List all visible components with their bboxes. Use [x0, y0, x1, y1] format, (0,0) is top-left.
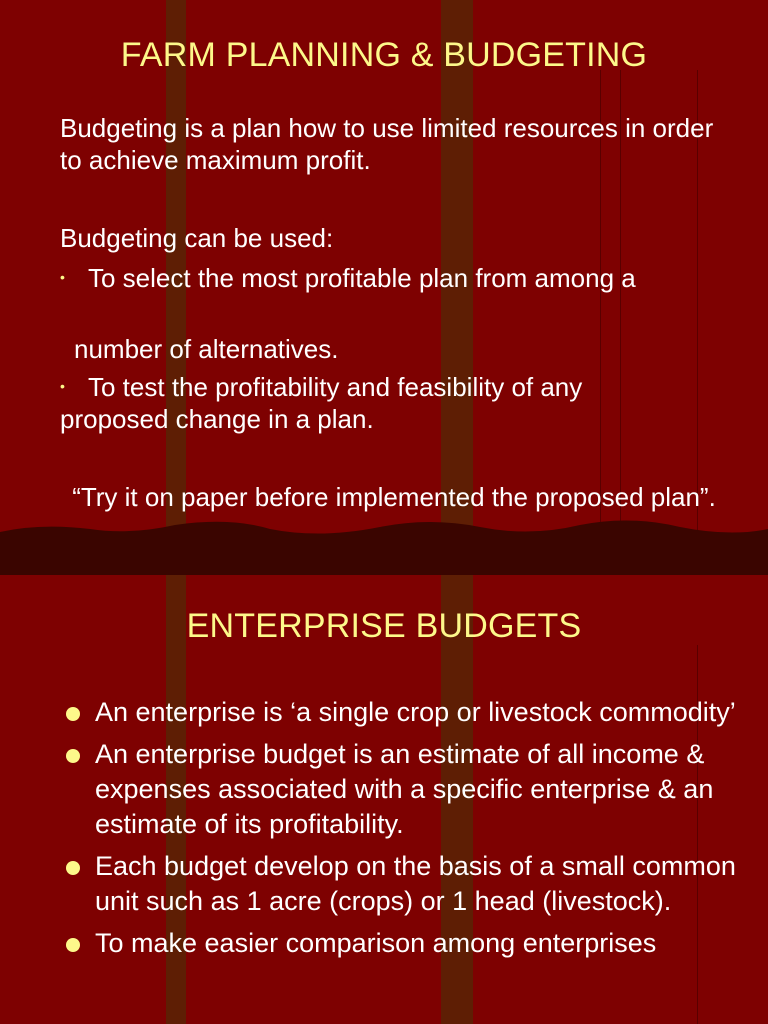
- list-item-text: Each budget develop on the basis of a small common unit such as 1 acre (crops) or 1 head (livestock).: [95, 851, 736, 916]
- list-item: [62, 695, 742, 730]
- definition-paragraph: Budgeting is a plan how to use limited resources in order to achieve maximum profit.: [60, 113, 714, 175]
- slide-title: FARM PLANNING & BUDGETING: [120, 36, 648, 74]
- bullet-dot-icon: [66, 861, 80, 875]
- quote-text: “Try it on paper before implemented the proposed plan”.: [72, 482, 716, 512]
- bullet-dot-icon: [66, 749, 80, 763]
- list-item: [62, 849, 742, 919]
- slide-enterprise-budgets: [0, 575, 768, 1024]
- bullet-dot-icon: [66, 707, 80, 721]
- list-item-text: To make easier comparison among enterprises: [95, 928, 657, 958]
- bullet-dot-icon: •: [60, 269, 65, 286]
- decorative-floor: [0, 515, 768, 575]
- use-item: [60, 262, 740, 296]
- use-item-continuation: number of alternatives.: [74, 334, 339, 364]
- list-item: [62, 926, 742, 961]
- list-item-text: An enterprise budget is an estimate of all income & expenses associated with a specific enterprise & an estimate of its profitability.: [95, 739, 714, 839]
- list-item-text: An enterprise is ‘a single crop or livestock commodity’: [95, 697, 736, 727]
- use-item: [60, 371, 740, 405]
- use-item-continuation: proposed change in a plan.: [60, 404, 374, 434]
- use-item-text: To select the most profitable plan from among a: [88, 263, 636, 293]
- list-item: [62, 737, 742, 842]
- uses-heading: Budgeting can be used:: [60, 223, 334, 253]
- enterprise-bullet-list: [62, 695, 742, 968]
- bullet-dot-icon: •: [60, 378, 65, 395]
- slide-title: ENTERPRISE BUDGETS: [186, 607, 582, 645]
- bullet-dot-icon: [66, 938, 80, 952]
- use-item-text: To test the profitability and feasibility of any: [88, 372, 583, 402]
